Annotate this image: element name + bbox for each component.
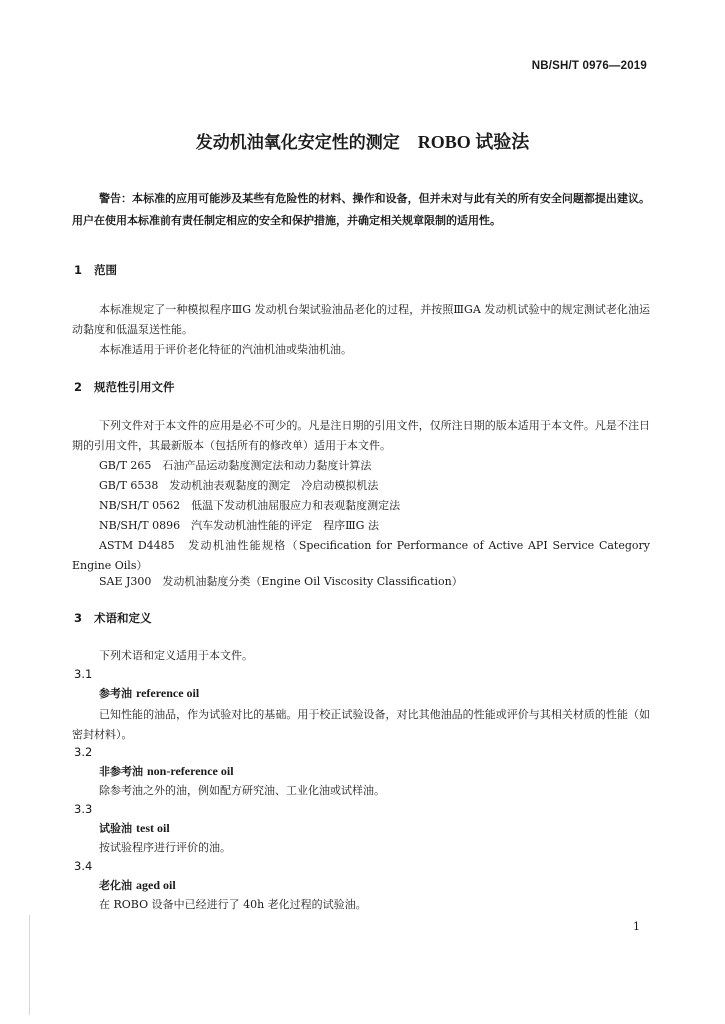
reference-item: ASTM D4485 发动机油性能规格（Specification for Performance of Active API Service Category Engine Oils） bbox=[72, 539, 650, 572]
term-cn: 试验油 bbox=[99, 822, 132, 835]
term-number: 3.3 bbox=[74, 802, 93, 816]
term-number: 3.2 bbox=[74, 745, 93, 759]
warning-paragraph: 警告：本标准的应用可能涉及某些有危险性的材料、操作和设备，但并未对与此有关的所有安全问题都提出建议。用户在使用本标准前有责任制定相应的安全和保护措施，并确定相关规章限制的适用性。 bbox=[72, 192, 650, 227]
section-2-heading bbox=[74, 379, 175, 395]
term-en: aged oil bbox=[136, 878, 176, 892]
term-name bbox=[99, 763, 234, 779]
section-1-paragraph: 本标准适用于评价老化特征的汽油机油或柴油机油。 bbox=[99, 343, 352, 356]
term-en: reference oil bbox=[136, 686, 200, 700]
reference-item: SAE J300 发动机油黏度分类（Engine Oil Viscosity Classification） bbox=[99, 575, 463, 588]
scan-edge-mark bbox=[29, 915, 30, 1015]
reference-item: NB/SH/T 0562 低温下发动机油屈服应力和表观黏度测定法 bbox=[99, 499, 401, 512]
section-1-title: 范围 bbox=[94, 263, 117, 277]
reference-item: GB/T 6538 发动机油表观黏度的测定 冷启动模拟机法 bbox=[99, 479, 379, 492]
term-cn: 老化油 bbox=[99, 879, 132, 892]
reference-item: GB/T 265 石油产品运动黏度测定法和动力黏度计算法 bbox=[99, 459, 372, 472]
page-number: 1 bbox=[633, 920, 640, 933]
term-name bbox=[99, 820, 170, 836]
section-2-intro: 下列文件对于本文件的应用是必不可少的。凡是注日期的引用文件，仅所注日期的版本适用于本文件。凡是不注日期的引用文件，其最新版本（包括所有的修改单）适用于本文件。 bbox=[72, 419, 650, 452]
section-2-title: 规范性引用文件 bbox=[94, 380, 175, 394]
document-title bbox=[0, 128, 725, 154]
term-name bbox=[99, 685, 199, 701]
term-cn: 参考油 bbox=[99, 687, 132, 700]
section-1-number: 1 bbox=[74, 263, 83, 277]
term-definition: 在 ROBO 设备中已经进行了 40h 老化过程的试验油。 bbox=[99, 898, 367, 911]
reference-item: NB/SH/T 0896 汽车发动机油性能的评定 程序ⅢG 法 bbox=[99, 519, 379, 532]
section-1-paragraph: 本标准规定了一种模拟程序ⅢG 发动机台架试验油品老化的过程，并按照ⅢGA 发动机试验中的规定测试老化油运动黏度和低温泵送性能。 bbox=[72, 303, 650, 336]
section-2-number: 2 bbox=[74, 380, 83, 394]
term-definition: 按试验程序进行评价的油。 bbox=[99, 841, 231, 854]
section-3-intro: 下列术语和定义适用于本文件。 bbox=[99, 649, 253, 662]
term-en: test oil bbox=[136, 821, 170, 835]
term-number: 3.4 bbox=[74, 859, 93, 873]
title-method: ROBO 试验法 bbox=[417, 132, 530, 152]
term-en: non-reference oil bbox=[147, 764, 234, 778]
title-main: 发动机油氧化安定性的测定 bbox=[195, 133, 400, 153]
term-number: 3.1 bbox=[74, 667, 93, 681]
section-3-title: 术语和定义 bbox=[94, 611, 152, 625]
section-3-number: 3 bbox=[74, 611, 83, 625]
term-definition: 除参考油之外的油，例如配方研究油、工业化油或试样油。 bbox=[99, 784, 385, 797]
section-3-heading bbox=[74, 610, 152, 626]
standard-code: NB/SH/T 0976—2019 bbox=[531, 60, 647, 72]
term-cn: 非参考油 bbox=[99, 765, 143, 778]
term-definition: 已知性能的油品，作为试验对比的基础。用于校正试验设备，对比其他油品的性能或评价与其相关材质的性能（如密封材料）。 bbox=[72, 708, 650, 741]
section-1-heading bbox=[74, 262, 117, 278]
term-name bbox=[99, 877, 176, 893]
